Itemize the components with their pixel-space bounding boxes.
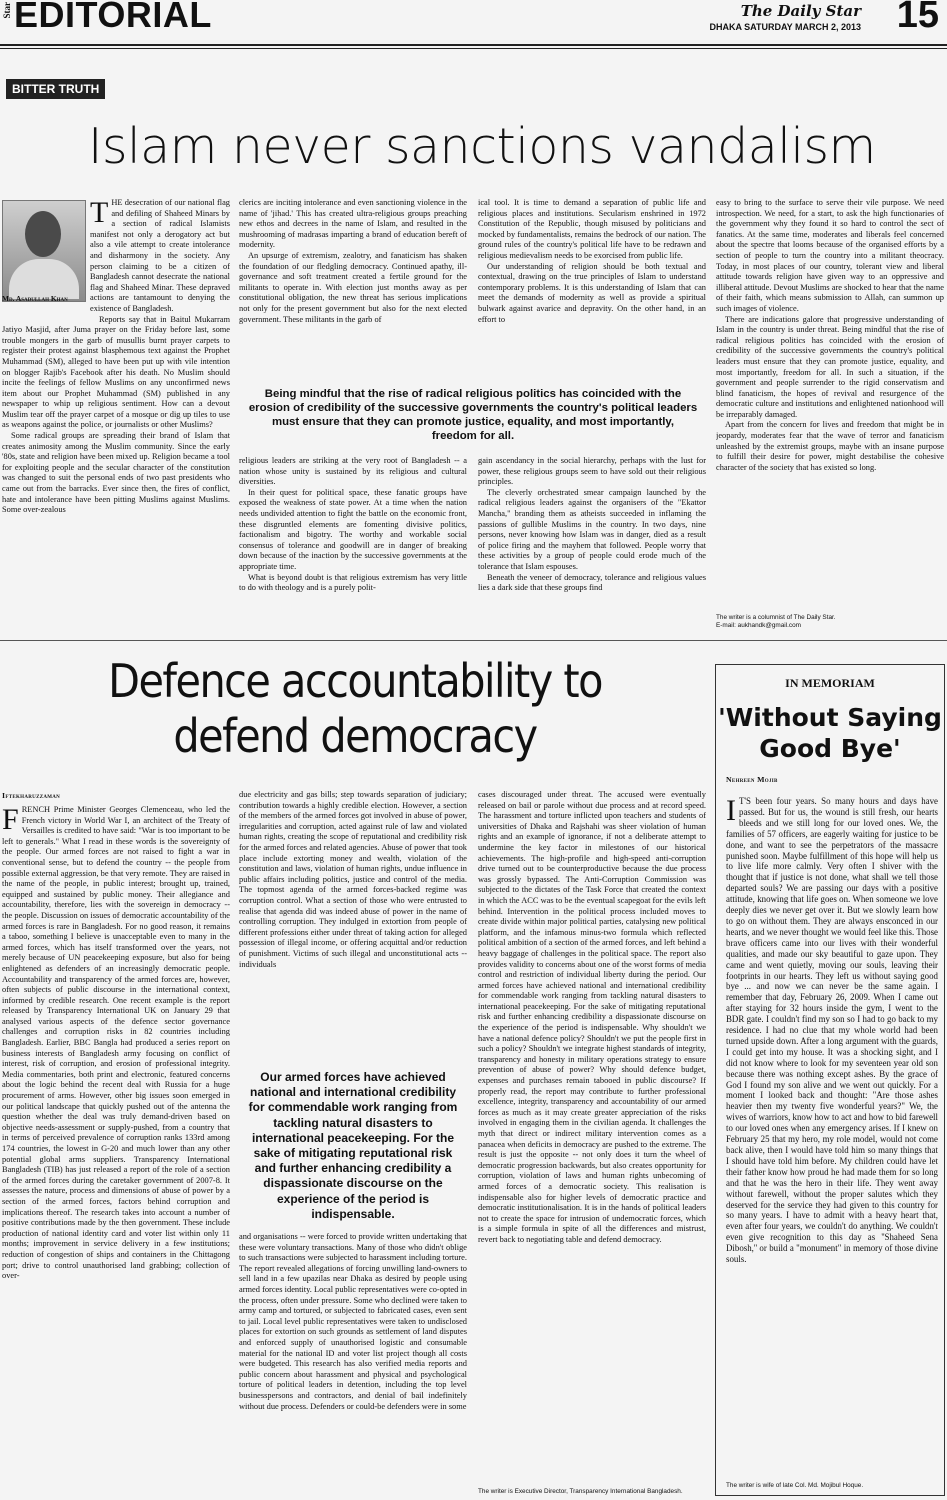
- memoriam-body: [726, 796, 938, 1476]
- article-headline: Islam never sanctions vandalism: [88, 118, 876, 175]
- article1-column-3-bottom: [478, 456, 706, 630]
- section-title: EDITORIAL: [14, 0, 212, 35]
- author-note: The writer is a columnist of The Daily Star.: [716, 614, 836, 621]
- memoriam-kicker: IN MEMORIAM: [785, 676, 875, 690]
- article1-paragraph: Our understanding of religion should be both textual and contextual, drawing on the true principles of Islam to understand contemporary problems. It is this understanding of Islam that can meet the demands of modernity as well as provide a spiritual bulwark against avarice and depravity. On the other hand, in an effort to: [478, 261, 706, 324]
- article2-paragraph: RENCH Prime Minister Georges Clemenceau, who led the French victory in World War I, an architect of the Treaty of Versailles is credited to have said: "War is too important to be left to generals." What I read in these words is the sovereignty of the people. Our armed forces are not raised to fight a war in conventional sense, but to defend the country -- the people from possible external aggression, be that very remote. They are raised in the name of the people, in public interest; brought up, trained, equipped and sustained by public money. Their allegiance and accountability, therefore, lies with the sovereign in democracy -- the people. Discussion on issues of democratic accountability of the armed forces is rare in Bangladesh. For no good reason, it remains a taboo, something I believe is unacceptable even to many in the armed forces, which has itself transformed over the years, not merely because of UN peacekeeping exposure, but also for being enlightened as defenders of an increasingly democratic people. Accountability and transparency of the armed forces are, however, often subjects of public discourse in the international context, informed by credible research. One recent example is the report released by Transparency International UK on January 29 that analysed various aspects of the defence sector governance challenges and corruption risks in 82 countries including Bangladesh. Earlier, BBC Bangla had produced a series report on business interests of Bangladesh army focusing on conflict of interest, risk of corruption, and erosion of professional integrity. Media commentaries, both print and electronic, featured concerns about the logic behind the recent deal with Russia for a huge procurement of arms. However, other big issues soon emerged in our political landscape that quickly pushed out of the antenna the question whether the deal was truly demand-driven based on objective needs-assessment or supply-pushed, from a country that in terms of perceived prevalence of corruption ranks 133rd among 174 countries, the lowest in G-20 and much lower than any other potential global arms suppliers. Transparency International Bangladesh (TIB) has just released a report of the role of a section of the armed forces during the caretaker government of 2007-8. It assesses the nature, process and dimensions of abuse of power by a section of the armed forces, factors behind corruption and implications thereof. The research takes into account a number of positive contributions made by the then government. These include production of national identity card and voter list within only 11 months; improvement in service delivery in a few institutions; reduction of congestion of ships and containers in the Chittagong port; drive to control unauthorised land grabbing; collection of over-: [2, 805, 230, 1281]
- page-number: 15: [896, 0, 939, 36]
- article2-column-3: [478, 790, 706, 1480]
- newspaper-name: The Daily Star: [740, 2, 861, 20]
- article1-paragraph: Some radical groups are spreading their brand of Islam that creates animosity among the Muslim community. Since the early '80s, state and religion have been mixed up. Religion became a tool for exploiting people and the secular character of the constitution was changed to suit the personal ends of two past presidents who came out from the barracks. Ever since then, the fires of conflict, hate and intolerance have been pitting Muslims against Muslims. Some over-zealous: [2, 431, 230, 515]
- article1-paragraph: Reports say that in Baitul Mukarram Jatiyo Masjid, after Juma prayer on the Friday before last, some trouble mongers in the garb of musullis burnt prayer carpets to register their protest against blasphemous text against the Prophet Muhammad (SM), alleged to have been put up with vile intention on blogger Rajib's Facebook after his death. No Muslim should incite the feelings of fellow Muslims on any unconfirmed news item about our Prophet Muhammad (SM) published in any newspaper to whip up religious sentiment. How can a devout Muslim tear off the prayer carpet of a mosque or dig up tiles to use as weapons against the police, or journalists or other Muslims?: [2, 314, 230, 430]
- author-email: E-mail: aukhandk@gmail.com: [716, 622, 801, 629]
- memoriam-byline: Nehreen Mojib: [726, 775, 778, 784]
- article2-column-1: [2, 805, 230, 1495]
- article1-paragraph: easy to bring to the surface to serve their vile purpose. We need introspection. We need, for a start, to ask the high functionaries of the government why they found it so hard to control the sect of fanatics. At the same time, moderates and liberals feel concerned about the spectre that looms because of the organised efforts by a section of people to turn the country into a militant theocracy. Today, in most places of our country, tolerant view and liberal attitude towards religion have given way to an oppressive and illiberal attitude. Devout Muslims are shocked to hear that the name of their faith, which means submission to Allah, can summon up such images of violence.: [716, 198, 944, 313]
- memoriam-title: 'Without Saying Good Bye': [718, 703, 942, 763]
- article1-paragraph: An upsurge of extremism, zealotry, and fanaticism has shaken the foundation of our fledgling democracy. Continued apathy, ill-governance and soft treatment created a fertile ground for the militants to operate in. With election just months away as per constitutional obligation, the new threat has serious implications not only for the present government but also for the next elected government. These militants in the garb of: [239, 250, 467, 324]
- article1-paragraph: gain ascendancy in the social hierarchy, perhaps with the lust for power, these religious groups seem to have sold out their religious principles.: [478, 456, 706, 487]
- header-rule-thin: [0, 48, 947, 49]
- article2-paragraph: cases discouraged under threat. The accused were eventually released on bail or parole without due process and at record speed. The harassment and torture inflicted upon teachers and students of universities of Dhaka and Rajshahi was sheer violation of human rights and an example of ignorance, if not a deliberate attempt to undermine the key factor in milestones of our historical achievements. The high-profile and high-speed anti-corruption drive turned out to be counterproductive because the due process was grossly bypassed. The Anti-Corruption Commission was subjected to the dictates of the Task Force that created the context in which the ACC was to be the eventual scapegoat for the evils left behind. Intervention in the political process included moves to create divide within major political parties, catalysing new political platform, and the infamous minus-two formula which reflected political ambition of a section of the armed forces, and left behind a heavy baggage of challenges in the political space. The report also provides validity to concerns about one of the worst forms of media control and restriction of individual liberty during the period. Our armed forces have achieved national and international credibility for commendable work ranging from tackling natural disasters to international peacekeeping. For the sake of mitigating reputational risk and further enhancing credibility a dispassionate discourse on the experience of the period is indispensable. Why shouldn't we have a national defence policy? Shouldn't we put the people first in such a policy? Shouldn't we integrate highest standards of integrity, transparency and honesty in military operations strategy to ensure prevention of abuse of power? Why should defence budget, expenses and purchases remain tabooed in public discourse? If properly read, the report may contribute to further professional excellence, integrity, transparency and accountability of our armed forces as much as it may create greater appreciation of the risks involved in engaging them in the civilian agenda. It challenges the myth that direct or indirect military intervention comes as a panacea when deficits in democracy are pushed to the extreme. The result is just the opposite -- not only does it turn the wheel of democratic progression backwards, but also creates opportunity for corruption, violation of laws and human rights unbecoming of armed forces of a democratic society. This realisation is indispensable also for higher levels of democratic practice and democratic institutionalisation. It is in the hands of political leaders not to create the space for intrusion of undemocratic forces, which is a simple formula in spite of all the differences and mistrust, revert back to negotiating table and defend democracy.: [478, 790, 706, 1244]
- article1-paragraph: What is beyond doubt is that religious extremism has very little to do with theology and is a purely polit-: [239, 572, 467, 593]
- article1-paragraph: ical tool. It is time to demand a separation of public life and religious places and institutions. Secularism enshrined in 1972 Constitution of the Republic, though misused by politicians and mocked by fundamentalists, remains the bedrock of our nation. The ground rules of the country's political life have to be redrawn and religious medievalism needs to be exorcised from public life.: [478, 198, 706, 260]
- page-header: [0, 0, 947, 44]
- article1-column-1: [2, 198, 230, 628]
- article2-headline-line: defend democracy: [173, 709, 537, 763]
- article2-column-2-top: [239, 790, 467, 1060]
- article1-column-3-top: [478, 198, 706, 374]
- section-small-label: Star: [2, 2, 12, 19]
- article2-headline: [0, 654, 710, 764]
- memoriam-paragraph: T'S been four years. So many hours and days have passed. But for us, the wound is still fresh, our hearts bleeds and we still long for our loved ones. We, the families of 57 officers, are eagerly waiting for justice to be done, and want to see the perpetrators of the massacre punished soon. Maybe fulfillment of this hope will help us to live life more calmly. Very often I shiver with the thought that if justice is not done, what shall we tell those departed souls? We are passing our days with a positive attitude, knowing that life goes on. When someone we love deeply dies we never get over it. But we slowly learn how to go on without them. They are always ensconced in our hearts, and we never thought we would feel like this. Those brave officers came into our lives with their wonderful qualities, and made our sky beautiful to gaze upon. They came and went quietly, moving our souls, leaving their footprints in our hearts. They left us without saying good bye ... and now we can never be the same again. I remember that day, February 26, 2009. When I came out after staying for 32 hours inside the gym, I went to the BDR gate. I couldn't find my son so I had to go back to my residence. I had no clue that my whole world had been turned upside down. After a long argument with the guards, I could get into my house. It was a shocking sight, and I did not know where to look for my seventeen year old son because there was nothing except ashes. By the grace of God I found my son alive and we went out quickly. For a moment I looked back and thought: "Are those ashes heavier then my twenty five wonderful years?" We, the wives of warriors, know how to act and how to bid farewell to our loved ones when any emergency arises. If I knew on February 25 that my hero, my role model, would not come back alive, then I would have told him so many things that I should have told him before. My children could have let their father know how proud he had made them for so long and that he was the hero in their life. They went away without farewell, without the proper salutes which they deserved for the service they had given to this country for so many years. I have to admit with a heavy heart that, even after four years, we couldn't do anything. We couldn't even give recognition to this day as ''Shaheed Sena Dibosh,'' or build a "monument" in memory of those divine souls.: [726, 796, 938, 1265]
- article1-paragraph: clerics are inciting intolerance and even sanctioning violence in the name of 'jihad.' This has created ultra-religious groups preaching new ethos and decrees in the name of Islam, and resulted in the mushrooming of madrasas imparting a brand of education bereft of modernity.: [239, 198, 467, 250]
- article1-paragraph: Beneath the veneer of democracy, tolerance and religious values lies a dark side that these groups find: [478, 572, 706, 593]
- article1-dropcap: T: [90, 198, 109, 229]
- article1-paragraph: religious leaders are striking at the very root of Bangladesh -- a nation whose unity is sustained by its religious and cultural diversities.: [239, 456, 467, 487]
- article1-footnote: [716, 614, 944, 630]
- article1-paragraph: HE desecration of our national flag and defiling of Shaheed Minars by a section of radical Islamists manifest not only a derogatory act but also a vile attempt to create intolerance and disharmony in the society. Any person claiming to be a citizen of Bangladesh cannot desecrate the national flag and Shaheed Minar. These depraved actions are tantamount to denying the existence of Bangladesh.: [90, 198, 230, 313]
- article2-byline: Iftekharuzzaman: [2, 791, 61, 800]
- article1-column-2-bottom: [239, 456, 467, 630]
- article2-dropcap: F: [2, 805, 19, 836]
- article1-paragraph: The cleverly orchestrated smear campaign launched by the radical religious leaders against the organisers of the "Ekattor Mancha," branding them as atheists succeeded in inflaming the passions of gullible Muslims in the country. In two days, nine persons, never knowing how Islam was in danger, died as a result of police firing and the mayhem that followed. People worry that these activities by a group of people could erode much of the tolerance that Islam espouses.: [478, 487, 706, 571]
- memoriam-footnote: The writer is wife of late Col. Md. Mojibul Hoque.: [726, 1482, 864, 1489]
- article2-pullquote: Our armed forces have achieved national and international credibility for commendable work ranging from tackling natural disasters to international peacekeeping. For the sake of mitigating reputational risk and further enhancing credibility a dispassionate discourse on the experience of the period is indispensable.: [248, 1070, 458, 1221]
- article1-column-4: [716, 198, 944, 602]
- dateline: DHAKA SATURDAY MARCH 2, 2013: [709, 22, 861, 32]
- photo-spacer: [2, 198, 90, 320]
- author-caption: Md. Asadullah Khan: [2, 294, 68, 303]
- article1-paragraph: Apart from the concern for lives and freedom that might be in jeopardy, moderates fear that the wave of terror and fanaticism unleashed by the extremist groups, maybe with an insane purpose to fulfill their desire for power, might destabilise the cohesive character of the society that has existed so long.: [716, 420, 944, 472]
- section-divider: [0, 640, 947, 641]
- kicker-label: BITTER TRUTH: [6, 79, 105, 99]
- article2-footnote: The writer is Executive Director, Transparency International Bangladesh.: [478, 1488, 683, 1495]
- memoriam-dropcap: I: [726, 796, 736, 827]
- article1-paragraph: In their quest for political space, these fanatic groups have exposed the weakness of state power. At a time when the nation needs undivided attention to fight the battle on the economic front, these disgruntled elements are fomenting divisive politics, factionalism and bigotry. The worthy and workable social consensus of tolerance and goodwill are in danger of breaking down because of the inaction by the successive governments at the appropriate time.: [239, 487, 467, 571]
- article2-column-2-bottom: [239, 1232, 467, 1496]
- article1-column-2-top: [239, 198, 467, 374]
- article1-paragraph: There are indications galore that progressive understanding of Islam in the country is under threat. Being mindful that the rise of radical religious politics has coincided with the erosion of credibility of the successive governments the country's political leaders must ensure that they can promote justice, equality, and most importantly, freedom for all. In such a situation, if the government and people surrender to the rigid conservatism and blind fanaticism, the hopes of revival and resurgence of the democratic culture and institutions and enlightened nationhood will be irreparably damaged.: [716, 314, 944, 419]
- article2-headline-line: Defence accountability to: [108, 654, 602, 708]
- article1-pullquote: Being mindful that the rise of radical religious politics has coincided with the erosion of credibility of the successive governments the country's political leaders must ensure that they can promote justice, equality, and most importantly, freedom for all.: [248, 388, 698, 442]
- article2-paragraph: due electricity and gas bills; step towards separation of judiciary; contribution towards a highly credible election. However, a section of the members of the armed forces got involved in abuse of power, irregularities and corruption, acted against rule of law and violated human rights, creating the scope of reputational and credibility risk for the armed forces and related agencies. Abuse of power that took place include extorting money and wealth, violation of the constitution and laws, violation of human rights, undue influence in public affairs including politics, justice and control of the media. The topmost agenda of the armed forces-backed regime was corruption control. What a section of those who were entrusted to realise that agenda did was indeed abuse of power in the name of controlling corruption. They indulged in extortion from people of different professions either under threat of taking action for alleged possession of illegal income, or offering acquittal and/or reduction of punishment. Victims of such illegal and unconstitutional acts -- individuals: [239, 790, 467, 969]
- header-rule: [0, 44, 947, 46]
- article2-paragraph: and organisations -- were forced to provide written undertaking that these were voluntary transactions. Many of those who didn't oblige to such transactions were subjected to harassment including torture. The report revealed allegations of forcing unwilling land-owners to sell land in a few upazilas near Dhaka as desired by people using armed forces identity. Local public representatives were co-opted in the process, often under pressure. Some who declined were taken to army camp and tortured, or subjected to fabricated cases, even sent to jail. Local level public representatives were taken to undisclosed places for extortion on such grounds as settlement of land disputes and enforced supply of unauthorised logistic and consumable material for the national ID and voter list project though all costs were budgeted. This research has also verified media reports and public concern about harassment and physical and psychological torture of political leaders in detention, including the top level businesspersons and contractors, and denial of bail indefinitely without due process. Defenders or could-be defenders were in some: [239, 1232, 467, 1411]
